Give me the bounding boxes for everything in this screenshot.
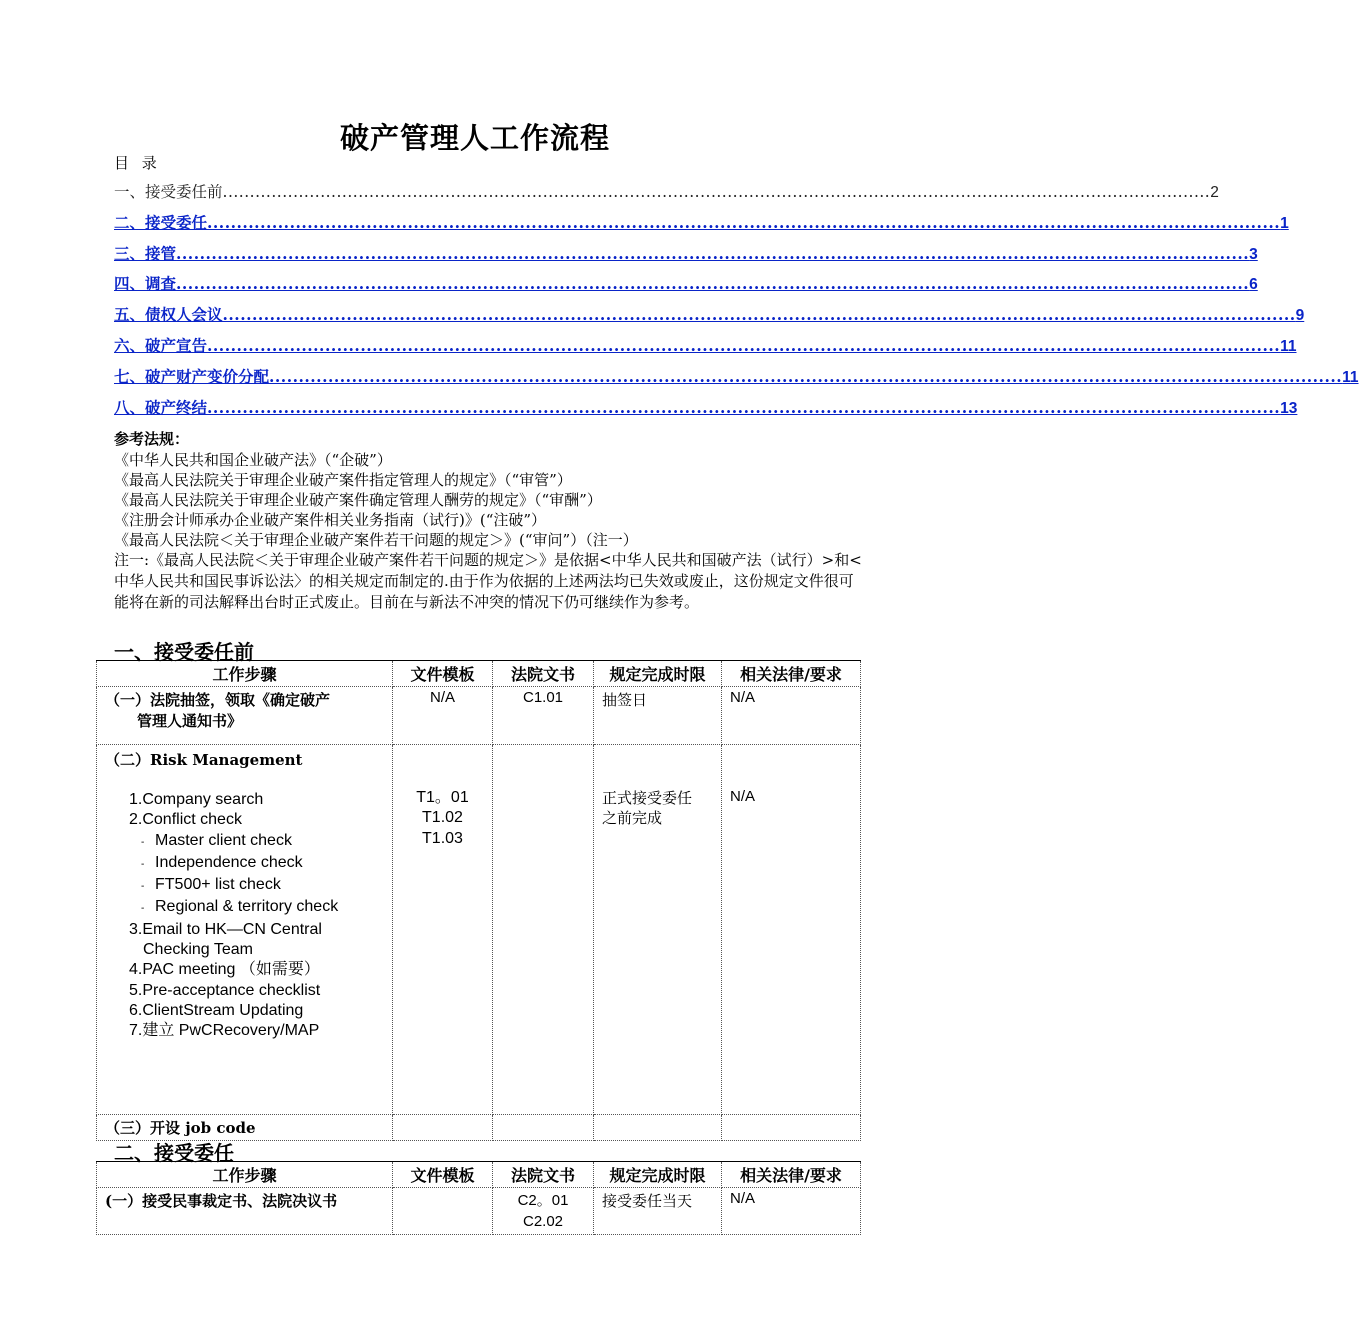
toc-item-label: 八、破产终结	[114, 397, 208, 417]
reference-item: 《最高人民法院关于审理企业破产案件指定管理人的规定》（“审管”）	[114, 471, 572, 489]
table-header-row	[97, 1162, 861, 1188]
court-doc-cell	[493, 745, 594, 1115]
table-row	[97, 745, 861, 1115]
table-header-row	[97, 661, 861, 687]
step-cell: （三）开设 job code	[97, 1115, 393, 1141]
section-heading-1: 一、接受委任前	[114, 640, 254, 664]
toc-leader-dots: ......................................................................................................................................................................................	[222, 305, 1296, 325]
court-doc-cell	[493, 1115, 594, 1141]
col-header-step: 工作步骤	[97, 661, 393, 687]
law-cell: N/A	[722, 1188, 861, 1235]
list-subitem-text: Regional & territory check	[155, 898, 339, 916]
toc-leader-dots: ......................................................................................................................................................................................	[207, 212, 1281, 232]
toc-item-page: 9	[1295, 307, 1305, 325]
toc-leader-dots: ......................................................................................................................................................................................	[222, 183, 1211, 201]
toc-item[interactable]	[114, 180, 1219, 211]
section1-table	[96, 660, 861, 1141]
toc-leader-dots: ......................................................................................................................................................................................	[207, 397, 1281, 417]
list-subitem-text: Master client check	[155, 831, 292, 849]
risk-management-list	[129, 790, 384, 1042]
court-doc-code: C2.02	[522, 1213, 564, 1230]
step-title: （二）Risk Management	[105, 751, 303, 769]
template-cell	[393, 1188, 493, 1235]
col-header-template: 文件模板	[393, 661, 493, 687]
toc-item-page: 13	[1280, 399, 1298, 417]
step-text: 管理人通知书》	[137, 712, 243, 730]
section2-table	[96, 1161, 861, 1235]
toc-item-page: 11	[1280, 337, 1297, 355]
toc-heading: 目 录	[114, 154, 161, 172]
list-subitem: - Master client check	[141, 831, 292, 849]
list-item-continuation: Checking Team	[143, 941, 253, 959]
court-doc-cell	[493, 1188, 594, 1235]
template-code: T1。01	[416, 789, 469, 806]
toc-link[interactable]	[114, 365, 1359, 396]
toc-leader-dots: ......................................................................................................................................................................................	[269, 366, 1343, 386]
list-item: 7.建立 PwCRecovery/MAP	[129, 1022, 320, 1040]
toc-item-label: 三、接管	[114, 243, 177, 263]
toc-item-page: 3	[1249, 245, 1258, 263]
toc-link[interactable]	[114, 334, 1297, 365]
step-cell	[97, 687, 393, 745]
col-header-template: 文件模板	[393, 1162, 493, 1188]
deadline-cell: 抽签日	[594, 687, 722, 745]
toc-link[interactable]	[114, 242, 1258, 273]
section-heading-2: 二、接受委任	[114, 1141, 234, 1165]
toc-item-label: 五、债权人会议	[114, 305, 223, 325]
references-heading: 参考法规：	[114, 431, 190, 448]
page-title: 破产管理人工作流程	[339, 121, 610, 155]
list-subitem-text: FT500+ list check	[155, 876, 281, 894]
template-code: T1.03	[422, 829, 463, 847]
template-cell: N/A	[393, 687, 493, 745]
col-header-law: 相关法律/要求	[722, 1162, 861, 1188]
reference-item: 《最高人民法院关于审理企业破产案件确定管理人酬劳的规定》（“审酬”）	[114, 491, 602, 509]
list-item: 4.PAC meeting （如需要）	[129, 961, 320, 979]
col-header-deadline: 规定完成时限	[594, 661, 722, 687]
col-header-deadline: 规定完成时限	[594, 1162, 722, 1188]
toc-link[interactable]	[114, 303, 1305, 334]
template-cell	[393, 1115, 493, 1141]
template-code: T1.02	[422, 809, 463, 827]
court-doc-code: C2。01	[517, 1192, 569, 1209]
toc-item-label: 一、接受委任前	[114, 183, 223, 201]
toc-link[interactable]	[114, 396, 1298, 427]
deadline-cell	[594, 745, 722, 1115]
toc-leader-dots: ......................................................................................................................................................................................	[176, 274, 1250, 294]
list-item: 3.Email to HK—CN Central	[129, 920, 322, 938]
reference-item: 《最高人民法院＜关于审理企业破产案件若干问题的规定＞》(“审问”）（注一）	[114, 531, 638, 549]
col-header-step: 工作步骤	[97, 1162, 393, 1188]
toc-link[interactable]	[114, 211, 1289, 242]
list-subitem-text: Independence check	[155, 853, 303, 871]
list-subitem: - FT500+ list check	[141, 876, 281, 894]
step-cell	[97, 745, 393, 1115]
toc-item-page: 1	[1280, 214, 1289, 232]
deadline-cell: 接受委任当天	[594, 1188, 722, 1235]
law-cell: N/A	[722, 687, 861, 745]
toc-item-label: 二、接受委任	[114, 212, 208, 232]
deadline-cell	[594, 1115, 722, 1141]
reference-note: 注一:《最高人民法院＜关于审理企业破产案件若干问题的规定＞》是依据<中华人民共和国破产法（试行）>和<中华人民共和国民事诉讼法〉的相关规定而制定的.由于作为依据的上述两法均已失效或废止，这份规定文件很可能将在新的司法解释出台时正式废止。目前在与新法不冲突的情况下仍可继续作为参考。	[114, 551, 862, 611]
court-doc-cell: C1.01	[493, 687, 594, 745]
toc-leader-dots: ......................................................................................................................................................................................	[207, 335, 1281, 355]
toc-item-label: 七、破产财产变价分配	[114, 366, 270, 386]
reference-item: 《中华人民共和国企业破产法》（“企破”）	[114, 451, 392, 469]
col-header-court-doc: 法院文书	[493, 661, 594, 687]
table-row	[97, 687, 861, 745]
toc-item-page: 11	[1342, 368, 1359, 386]
toc-item-label: 四、调查	[114, 274, 177, 294]
list-subitem: - Regional & territory check	[141, 898, 339, 916]
table-of-contents	[114, 180, 1359, 426]
toc-item-page: 6	[1249, 276, 1258, 294]
toc-link[interactable]	[114, 272, 1258, 303]
reference-item: 《注册会计师承办企业破产案件相关业务指南（试行)》(“注破”）	[114, 511, 547, 529]
list-subitem: - Independence check	[141, 853, 303, 871]
toc-item-label: 六、破产宣告	[114, 335, 208, 355]
law-cell: N/A	[722, 745, 861, 1115]
template-cell	[393, 745, 493, 1115]
toc-item-page: 2	[1210, 184, 1219, 201]
list-item: 2.Conflict check	[129, 811, 242, 829]
deadline-text: 之前完成	[602, 809, 663, 828]
col-header-court-doc: 法院文书	[493, 1162, 594, 1188]
deadline-text: 正式接受委任	[602, 789, 693, 807]
law-cell	[722, 1115, 861, 1141]
references-block	[114, 430, 864, 613]
list-item: 5.Pre-acceptance checklist	[129, 981, 321, 999]
step-cell: (一）接受民事裁定书、法院决议书	[97, 1188, 393, 1235]
step-text: （一）法院抽签，领取《确定破产	[105, 691, 331, 709]
list-item: 6.ClientStream Updating	[129, 1001, 304, 1019]
col-header-law: 相关法律/要求	[722, 661, 861, 687]
toc-leader-dots: ......................................................................................................................................................................................	[176, 243, 1250, 263]
list-item: 1.Company search	[129, 791, 264, 808]
table-row	[97, 1188, 861, 1235]
